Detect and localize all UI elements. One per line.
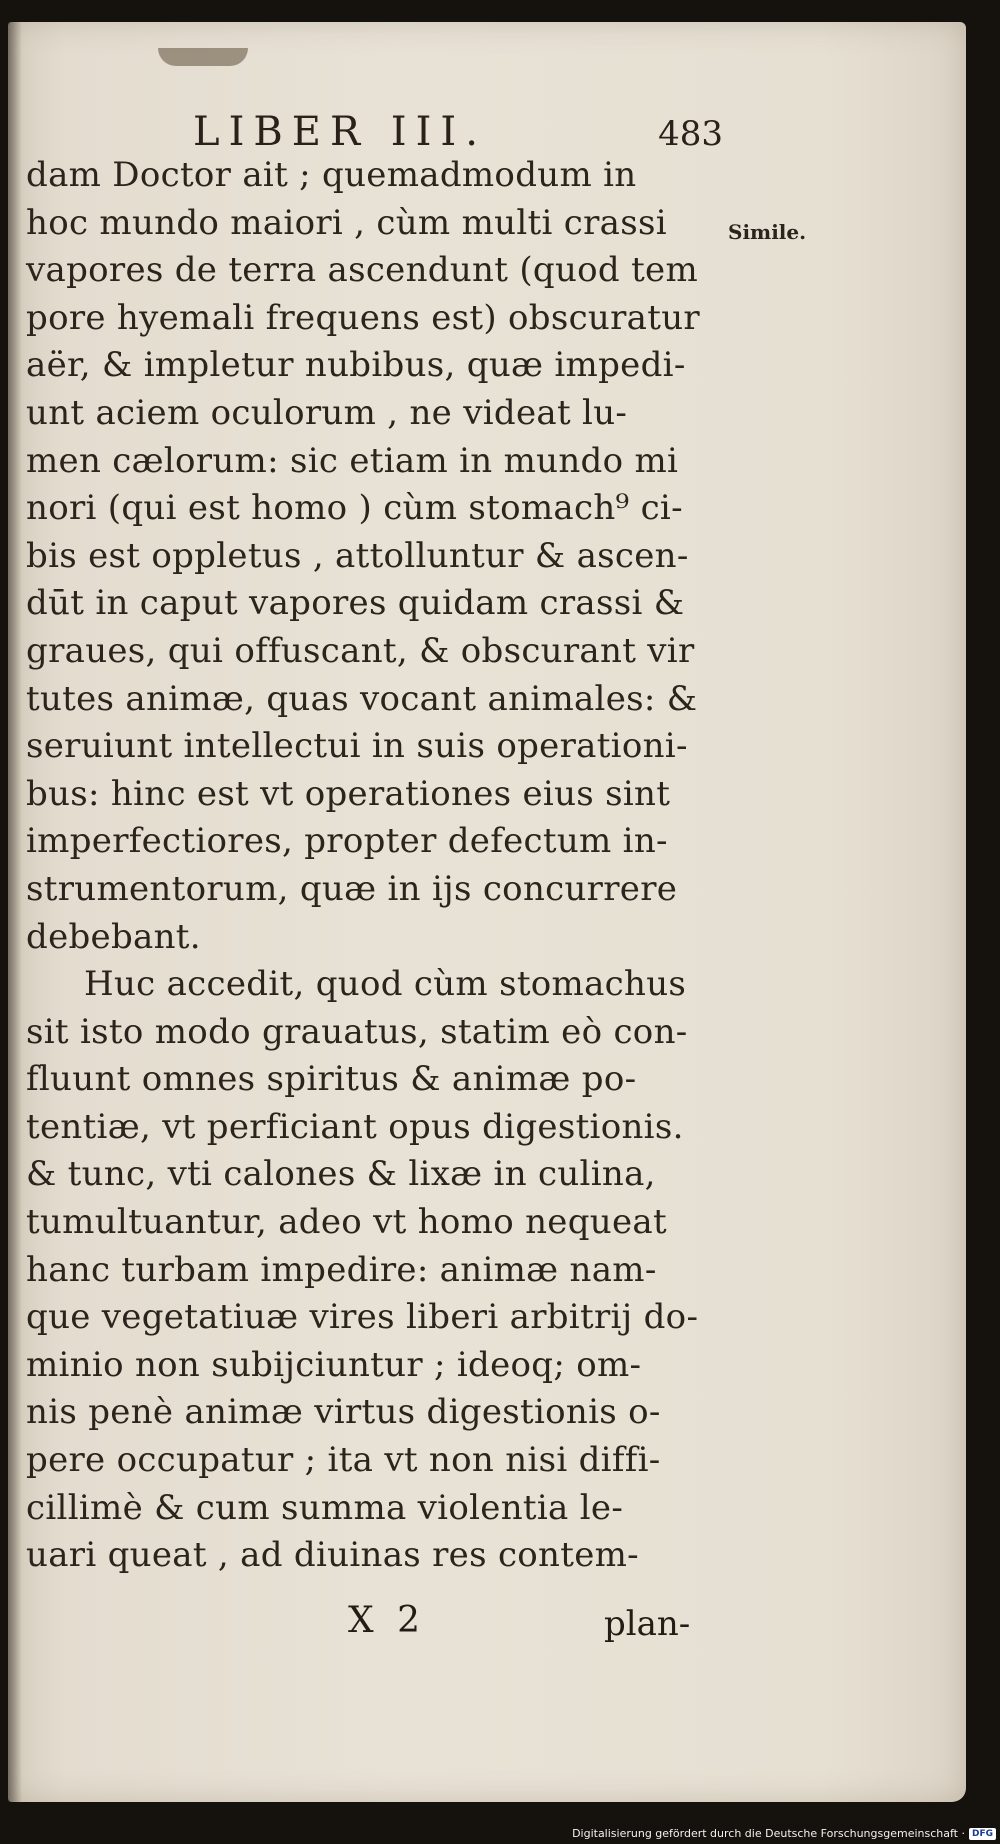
credit-text: Digitalisierung gefördert durch die Deutsche Forschungsgemeinschaft · — [572, 1827, 965, 1840]
text-line: hoc mundo maiori , cùm multi crassi — [26, 202, 667, 243]
running-head: LIBER III. — [193, 109, 487, 155]
margin-note: Simile. — [728, 220, 807, 244]
text-line: tumultuantur, adeo vt homo nequeat — [26, 1202, 667, 1243]
text-line: que vegetatiuæ vires liberi arbitrij do- — [26, 1297, 699, 1338]
dfg-logo-icon: DFG — [969, 1828, 996, 1840]
text-line: minio non subijciuntur ; ideoq; om- — [26, 1344, 642, 1385]
text-line: aër, & impletur nubibus, quæ impedi- — [26, 345, 686, 386]
text-line: men cælorum: sic etiam in mundo mi — [26, 440, 679, 481]
text-line: vapores de terra ascendunt (quod tem — [26, 250, 699, 291]
text-line: fluunt omnes spiritus & animæ po- — [26, 1059, 637, 1100]
body-text — [26, 152, 726, 1580]
text-line: nis penè animæ virtus digestionis o- — [26, 1392, 661, 1433]
text-line: tentiæ, vt perficiant opus digestionis. — [26, 1106, 684, 1147]
text-line: pore hyemali frequens est) obscuratur — [26, 297, 700, 338]
digitization-credit — [572, 1827, 996, 1840]
text-line: strumentorum, quæ in ijs concurrere — [26, 868, 678, 909]
text-line: unt aciem oculorum , ne videat lu- — [26, 392, 628, 433]
text-line: sit isto modo grauatus, statim eò con- — [26, 1011, 688, 1052]
text-line: dam Doctor ait ; quemadmodum in — [26, 155, 637, 195]
text-line: dūt in caput vapores quidam crassi & — [26, 583, 685, 624]
text-line: & tunc, vti calones & lixæ in culina, — [26, 1154, 656, 1195]
text-line: bis est oppletus , attolluntur & ascen- — [26, 535, 689, 576]
text-line: cillimè & cum summa violentia le- — [26, 1487, 624, 1528]
text-line: uari queat , ad diuinas res contem- — [26, 1535, 639, 1576]
text-line: imperfectiores, propter defectum in- — [26, 821, 668, 862]
signature-mark: X 2 — [348, 1600, 426, 1641]
text-line: hanc turbam impedire: animæ nam- — [26, 1249, 657, 1290]
page-tab-mark — [158, 48, 248, 66]
text-line: bus: hinc est vt operationes eius sint — [26, 773, 671, 814]
catchword: plan- — [604, 1604, 691, 1644]
text-line: graues, qui offuscant, & obscurant vir — [26, 630, 695, 671]
page-number: 483 — [658, 114, 723, 154]
text-line: debebant. — [26, 916, 201, 957]
page-header — [193, 106, 723, 158]
book-page — [8, 22, 966, 1802]
text-line: tutes animæ, quas vocant animales: & — [26, 678, 698, 719]
text-line: pere occupatur ; ita vt non nisi diffi- — [26, 1440, 661, 1481]
text-line: nori (qui est homo ) cùm stomach⁹ ci- — [26, 488, 683, 529]
paragraph-start-line: Huc accedit, quod cùm stomachus — [84, 964, 687, 1005]
text-line: seruiunt intellectui in suis operationi- — [26, 726, 688, 767]
